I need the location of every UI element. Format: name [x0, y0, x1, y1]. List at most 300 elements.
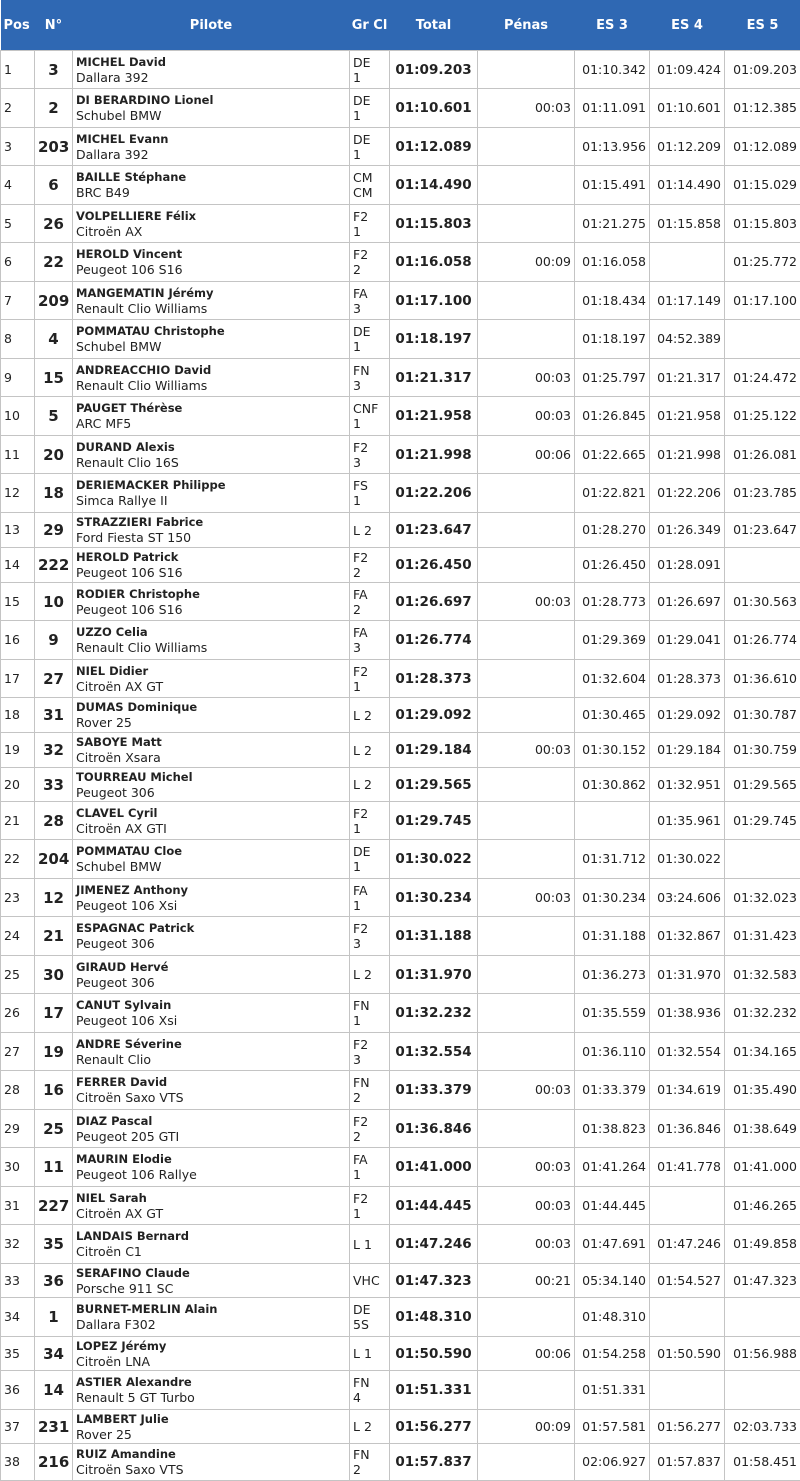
total-time: 01:16.058	[390, 243, 478, 282]
table-row[interactable]	[1, 548, 800, 583]
pilot-name[interactable]: RODIER Christophe	[76, 587, 346, 602]
es5-time: 01:58.451	[725, 1444, 800, 1481]
group-class-cell	[350, 282, 390, 320]
row-position: 8	[1, 320, 35, 359]
class: 2	[353, 1462, 361, 1477]
pilot-cell	[73, 583, 350, 621]
row-position: 6	[1, 243, 35, 282]
row-position: 21	[1, 802, 35, 840]
total-time: 01:32.232	[390, 994, 478, 1033]
pilot-name[interactable]: LANDAIS Bernard	[76, 1229, 346, 1244]
es4-time: 01:14.490	[650, 166, 725, 205]
car-model: Simca Rallye II	[76, 493, 346, 508]
es4-time: 01:29.041	[650, 621, 725, 660]
pilot-name[interactable]: NIEL Didier	[76, 664, 346, 679]
row-position: 12	[1, 474, 35, 513]
es5-time: 01:24.472	[725, 359, 800, 397]
table-row[interactable]	[1, 51, 800, 89]
group-class-cell	[350, 243, 390, 282]
group-class-cell	[350, 1187, 390, 1225]
table-row[interactable]	[1, 802, 800, 840]
pilot-cell	[73, 359, 350, 397]
pilot-cell	[73, 917, 350, 956]
pilot-name[interactable]: GIRAUD Hervé	[76, 960, 346, 975]
group-class-cell	[350, 513, 390, 548]
row-position: 30	[1, 1148, 35, 1187]
penalty	[478, 282, 575, 320]
pilot-name[interactable]: PAUGET Thérèse	[76, 401, 346, 416]
pilot-name[interactable]: MAURIN Elodie	[76, 1152, 346, 1167]
pilot-name[interactable]: HEROLD Patrick	[76, 550, 346, 565]
pilot-name[interactable]: POMMATAU Cloe	[76, 844, 346, 859]
es5-time: 02:03.733	[725, 1410, 800, 1444]
pilot-name[interactable]: DUMAS Dominique	[76, 700, 346, 715]
group: FA	[353, 883, 368, 898]
pilot-name[interactable]: ANDRE Séverine	[76, 1037, 346, 1052]
header-pilote[interactable]: Pilote	[73, 0, 350, 51]
total-time: 01:29.565	[390, 768, 478, 802]
group: L 1	[353, 1237, 372, 1252]
header-pos[interactable]: Pos	[1, 0, 35, 51]
pilot-cell	[73, 621, 350, 660]
penalty: 00:06	[478, 1337, 575, 1371]
group: CM	[353, 170, 373, 185]
pilot-name[interactable]: UZZO Celia	[76, 625, 346, 640]
table-row[interactable]	[1, 359, 800, 397]
table-row[interactable]	[1, 1444, 800, 1481]
row-position: 16	[1, 621, 35, 660]
es3-time: 01:33.379	[575, 1071, 650, 1110]
table-row[interactable]	[1, 768, 800, 802]
car-model: Renault Clio Williams	[76, 301, 346, 316]
class: 3	[353, 455, 361, 470]
car-model: Ford Fiesta ST 150	[76, 530, 346, 545]
total-time: 01:29.092	[390, 698, 478, 733]
group-class-cell	[350, 205, 390, 243]
class: 1	[353, 147, 361, 162]
penalty	[478, 1444, 575, 1481]
table-row[interactable]	[1, 474, 800, 513]
table-row[interactable]	[1, 1225, 800, 1264]
class: 1	[353, 70, 361, 85]
table-row[interactable]	[1, 1264, 800, 1298]
class: 3	[353, 1052, 361, 1067]
es3-time: 01:30.862	[575, 768, 650, 802]
row-position: 22	[1, 840, 35, 879]
pilot-name[interactable]: ANDREACCHIO David	[76, 363, 346, 378]
pilot-cell	[73, 802, 350, 840]
row-position: 5	[1, 205, 35, 243]
group-class-cell	[350, 1371, 390, 1410]
pilot-cell	[73, 879, 350, 917]
pilot-cell	[73, 1298, 350, 1337]
es5-time: 01:32.023	[725, 879, 800, 917]
es5-time: 01:41.000	[725, 1148, 800, 1187]
class: 3	[353, 640, 361, 655]
es5-time	[725, 548, 800, 583]
class: CM	[353, 185, 373, 200]
header-es3[interactable]: ES 3	[575, 0, 650, 51]
table-row[interactable]	[1, 282, 800, 320]
class: 3	[353, 378, 361, 393]
row-position: 20	[1, 768, 35, 802]
table-row[interactable]	[1, 698, 800, 733]
total-time: 01:41.000	[390, 1148, 478, 1187]
header-num[interactable]: N°	[35, 0, 73, 51]
group-class-cell	[350, 1033, 390, 1071]
total-time: 01:26.450	[390, 548, 478, 583]
car-model: Citroën LNA	[76, 1354, 346, 1369]
pilot-name[interactable]: CLAVEL Cyril	[76, 806, 346, 821]
car-model: Peugeot 106 S16	[76, 565, 346, 580]
car-model: Peugeot 205 GTI	[76, 1129, 346, 1144]
table-row[interactable]	[1, 1110, 800, 1148]
es3-time: 01:26.450	[575, 548, 650, 583]
car-model: Schubel BMW	[76, 108, 346, 123]
es3-time: 01:38.823	[575, 1110, 650, 1148]
car-number: 231	[35, 1410, 73, 1444]
es5-time: 01:17.100	[725, 282, 800, 320]
table-row[interactable]	[1, 1371, 800, 1410]
es4-time: 01:50.590	[650, 1337, 725, 1371]
total-time: 01:14.490	[390, 166, 478, 205]
pilot-name[interactable]: DERIEMACKER Philippe	[76, 478, 346, 493]
penalty	[478, 698, 575, 733]
class: 1	[353, 821, 361, 836]
table-row[interactable]	[1, 320, 800, 359]
es3-time: 01:35.559	[575, 994, 650, 1033]
car-number: 5	[35, 397, 73, 436]
pilot-name[interactable]: BAILLE Stéphane	[76, 170, 346, 185]
table-row[interactable]	[1, 994, 800, 1033]
car-model: Citroën Xsara	[76, 750, 346, 765]
es4-time: 01:09.424	[650, 51, 725, 89]
row-position: 15	[1, 583, 35, 621]
group-class-cell	[350, 1264, 390, 1298]
pilot-name[interactable]: DI BERARDINO Lionel	[76, 93, 346, 108]
group-class-cell	[350, 621, 390, 660]
pilot-cell	[73, 1033, 350, 1071]
table-row[interactable]	[1, 1410, 800, 1444]
penalty	[478, 660, 575, 698]
penalty: 00:09	[478, 243, 575, 282]
penalty	[478, 917, 575, 956]
car-model: Renault 5 GT Turbo	[76, 1390, 346, 1405]
es5-time	[725, 1298, 800, 1337]
total-time: 01:50.590	[390, 1337, 478, 1371]
car-number: 28	[35, 802, 73, 840]
group-class-cell	[350, 436, 390, 474]
es5-time: 01:23.647	[725, 513, 800, 548]
es4-time: 01:29.184	[650, 733, 725, 768]
penalty	[478, 51, 575, 89]
table-row[interactable]	[1, 879, 800, 917]
car-number: 36	[35, 1264, 73, 1298]
table-row[interactable]	[1, 1187, 800, 1225]
pilot-name[interactable]: DURAND Alexis	[76, 440, 346, 455]
penalty: 00:06	[478, 436, 575, 474]
group: F2	[353, 1114, 368, 1129]
es3-time: 02:06.927	[575, 1444, 650, 1481]
table-row[interactable]	[1, 956, 800, 994]
pilot-name[interactable]: BURNET-MERLIN Alain	[76, 1302, 346, 1317]
es3-time: 01:51.331	[575, 1371, 650, 1410]
class: 1	[353, 859, 361, 874]
car-number: 25	[35, 1110, 73, 1148]
es3-time: 01:30.234	[575, 879, 650, 917]
es5-time: 01:25.772	[725, 243, 800, 282]
es4-time: 03:24.606	[650, 879, 725, 917]
car-model: Dallara 392	[76, 70, 346, 85]
es3-time: 01:21.275	[575, 205, 650, 243]
es5-time: 01:09.203	[725, 51, 800, 89]
header-penas[interactable]: Pénas	[478, 0, 575, 51]
es5-time: 01:56.988	[725, 1337, 800, 1371]
car-number: 22	[35, 243, 73, 282]
table-row[interactable]	[1, 128, 800, 166]
car-model: Peugeot 106 Xsi	[76, 898, 346, 913]
group: DE	[353, 844, 371, 859]
es3-time: 05:34.140	[575, 1264, 650, 1298]
car-model: Citroën AX GTI	[76, 821, 346, 836]
pilot-name[interactable]: MANGEMATIN Jérémy	[76, 286, 346, 301]
es4-time: 01:56.277	[650, 1410, 725, 1444]
pilot-name[interactable]: ESPAGNAC Patrick	[76, 921, 346, 936]
class: 2	[353, 1090, 361, 1105]
row-position: 17	[1, 660, 35, 698]
group: F2	[353, 806, 368, 821]
total-time: 01:21.317	[390, 359, 478, 397]
group: F2	[353, 664, 368, 679]
header-total[interactable]: Total	[390, 0, 478, 51]
class: 1	[353, 224, 361, 239]
table-row[interactable]	[1, 917, 800, 956]
es4-time: 01:21.317	[650, 359, 725, 397]
group: L 1	[353, 1346, 372, 1361]
total-time: 01:21.958	[390, 397, 478, 436]
es5-time: 01:15.029	[725, 166, 800, 205]
penalty	[478, 994, 575, 1033]
es4-time: 01:28.091	[650, 548, 725, 583]
table-row[interactable]	[1, 840, 800, 879]
header-es4[interactable]: ES 4	[650, 0, 725, 51]
pilot-name[interactable]: POMMATAU Christophe	[76, 324, 346, 339]
pilot-cell	[73, 840, 350, 879]
es3-time: 01:11.091	[575, 89, 650, 128]
table-row[interactable]	[1, 583, 800, 621]
es5-time: 01:29.745	[725, 802, 800, 840]
total-time: 01:23.647	[390, 513, 478, 548]
es4-time: 01:21.998	[650, 436, 725, 474]
penalty	[478, 956, 575, 994]
es5-time: 01:38.649	[725, 1110, 800, 1148]
car-model: Renault Clio	[76, 1052, 346, 1067]
es4-time: 01:10.601	[650, 89, 725, 128]
es3-time: 01:15.491	[575, 166, 650, 205]
car-number: 11	[35, 1148, 73, 1187]
total-time: 01:26.774	[390, 621, 478, 660]
row-position: 34	[1, 1298, 35, 1337]
car-number: 29	[35, 513, 73, 548]
penalty	[478, 768, 575, 802]
pilot-cell	[73, 548, 350, 583]
penalty: 00:03	[478, 1071, 575, 1110]
table-row[interactable]	[1, 205, 800, 243]
car-model: ARC MF5	[76, 416, 346, 431]
group: F2	[353, 1037, 368, 1052]
es4-time: 01:38.936	[650, 994, 725, 1033]
group-class-cell	[350, 768, 390, 802]
car-number: 35	[35, 1225, 73, 1264]
es3-time: 01:13.956	[575, 128, 650, 166]
group: DE	[353, 1302, 371, 1317]
header-es5[interactable]: ES 5	[725, 0, 800, 51]
pilot-cell	[73, 1337, 350, 1371]
es3-time: 01:41.264	[575, 1148, 650, 1187]
table-row[interactable]	[1, 1337, 800, 1371]
pilot-name[interactable]: TOURREAU Michel	[76, 770, 346, 785]
car-model: Citroën C1	[76, 1244, 346, 1259]
group-class-cell	[350, 1337, 390, 1371]
penalty	[478, 840, 575, 879]
table-row[interactable]	[1, 1298, 800, 1337]
class: 1	[353, 679, 361, 694]
header-grcl[interactable]: Gr Cl	[350, 0, 390, 51]
group-class-cell	[350, 359, 390, 397]
es5-time	[725, 320, 800, 359]
table-row[interactable]	[1, 89, 800, 128]
table-row[interactable]	[1, 513, 800, 548]
pilot-name[interactable]: MICHEL David	[76, 55, 346, 70]
group-class-cell	[350, 660, 390, 698]
pilot-name[interactable]: CANUT Sylvain	[76, 998, 346, 1013]
pilot-cell	[73, 1110, 350, 1148]
pilot-name[interactable]: NIEL Sarah	[76, 1191, 346, 1206]
table-row[interactable]	[1, 243, 800, 282]
pilot-cell	[73, 733, 350, 768]
group: L 2	[353, 743, 372, 758]
es4-time: 01:57.837	[650, 1444, 725, 1481]
es3-time: 01:18.197	[575, 320, 650, 359]
group-class-cell	[350, 733, 390, 768]
pilot-name[interactable]: FERRER David	[76, 1075, 346, 1090]
es5-time: 01:46.265	[725, 1187, 800, 1225]
group-class-cell	[350, 994, 390, 1033]
es3-time: 01:16.058	[575, 243, 650, 282]
pilot-cell	[73, 320, 350, 359]
table-row[interactable]	[1, 436, 800, 474]
es3-time: 01:22.665	[575, 436, 650, 474]
pilot-name[interactable]: JIMENEZ Anthony	[76, 883, 346, 898]
penalty: 00:21	[478, 1264, 575, 1298]
es3-time: 01:30.465	[575, 698, 650, 733]
table-row[interactable]	[1, 1148, 800, 1187]
es4-time: 01:26.349	[650, 513, 725, 548]
pilot-name[interactable]: STRAZZIERI Fabrice	[76, 515, 346, 530]
es5-time	[725, 840, 800, 879]
group: FN	[353, 1375, 370, 1390]
car-number: 10	[35, 583, 73, 621]
penalty	[478, 166, 575, 205]
es4-time: 01:29.092	[650, 698, 725, 733]
total-time: 01:44.445	[390, 1187, 478, 1225]
car-model: Schubel BMW	[76, 339, 346, 354]
total-time: 01:57.837	[390, 1444, 478, 1481]
es3-time: 01:30.152	[575, 733, 650, 768]
table-row[interactable]	[1, 733, 800, 768]
total-time: 01:29.184	[390, 733, 478, 768]
car-number: 9	[35, 621, 73, 660]
pilot-name[interactable]: RUIZ Amandine	[76, 1447, 346, 1462]
car-number: 26	[35, 205, 73, 243]
car-number: 216	[35, 1444, 73, 1481]
car-number: 209	[35, 282, 73, 320]
es4-time: 01:12.209	[650, 128, 725, 166]
group: CNF	[353, 401, 378, 416]
pilot-name[interactable]: MICHEL Evann	[76, 132, 346, 147]
table-row[interactable]	[1, 397, 800, 436]
es5-time: 01:32.232	[725, 994, 800, 1033]
row-position: 31	[1, 1187, 35, 1225]
penalty: 00:03	[478, 1148, 575, 1187]
pilot-name[interactable]: VOLPELLIERE Félix	[76, 209, 346, 224]
pilot-name[interactable]: LOPEZ Jérémy	[76, 1339, 346, 1354]
es3-time: 01:36.110	[575, 1033, 650, 1071]
group: F2	[353, 440, 368, 455]
total-time: 01:30.234	[390, 879, 478, 917]
es4-time: 01:32.554	[650, 1033, 725, 1071]
pilot-cell	[73, 436, 350, 474]
group-class-cell	[350, 956, 390, 994]
pilot-cell	[73, 1225, 350, 1264]
pilot-name[interactable]: ASTIER Alexandre	[76, 1375, 346, 1390]
table-row[interactable]	[1, 660, 800, 698]
class: 2	[353, 262, 361, 277]
car-model: Citroën Saxo VTS	[76, 1090, 346, 1105]
group-class-cell	[350, 1444, 390, 1481]
pilot-name[interactable]: SABOYE Matt	[76, 735, 346, 750]
row-position: 28	[1, 1071, 35, 1110]
car-model: Peugeot 306	[76, 936, 346, 951]
pilot-name[interactable]: LAMBERT Julie	[76, 1412, 346, 1427]
pilot-name[interactable]: HEROLD Vincent	[76, 247, 346, 262]
car-number: 222	[35, 548, 73, 583]
penalty	[478, 802, 575, 840]
group: DE	[353, 324, 371, 339]
pilot-name[interactable]: SERAFINO Claude	[76, 1266, 346, 1281]
group-class-cell	[350, 879, 390, 917]
table-row[interactable]	[1, 621, 800, 660]
pilot-name[interactable]: DIAZ Pascal	[76, 1114, 346, 1129]
group: FS	[353, 478, 368, 493]
car-model: Citroën AX	[76, 224, 346, 239]
table-row[interactable]	[1, 1033, 800, 1071]
car-model: Peugeot 306	[76, 975, 346, 990]
group: F2	[353, 1191, 368, 1206]
table-row[interactable]	[1, 1071, 800, 1110]
group-class-cell	[350, 1110, 390, 1148]
es5-time: 01:12.385	[725, 89, 800, 128]
total-time: 01:36.846	[390, 1110, 478, 1148]
table-row[interactable]	[1, 166, 800, 205]
es3-time: 01:22.821	[575, 474, 650, 513]
car-model: Citroën AX GT	[76, 679, 346, 694]
total-time: 01:47.246	[390, 1225, 478, 1264]
penalty	[478, 1298, 575, 1337]
group-class-cell	[350, 917, 390, 956]
es4-time: 01:28.373	[650, 660, 725, 698]
car-number: 21	[35, 917, 73, 956]
